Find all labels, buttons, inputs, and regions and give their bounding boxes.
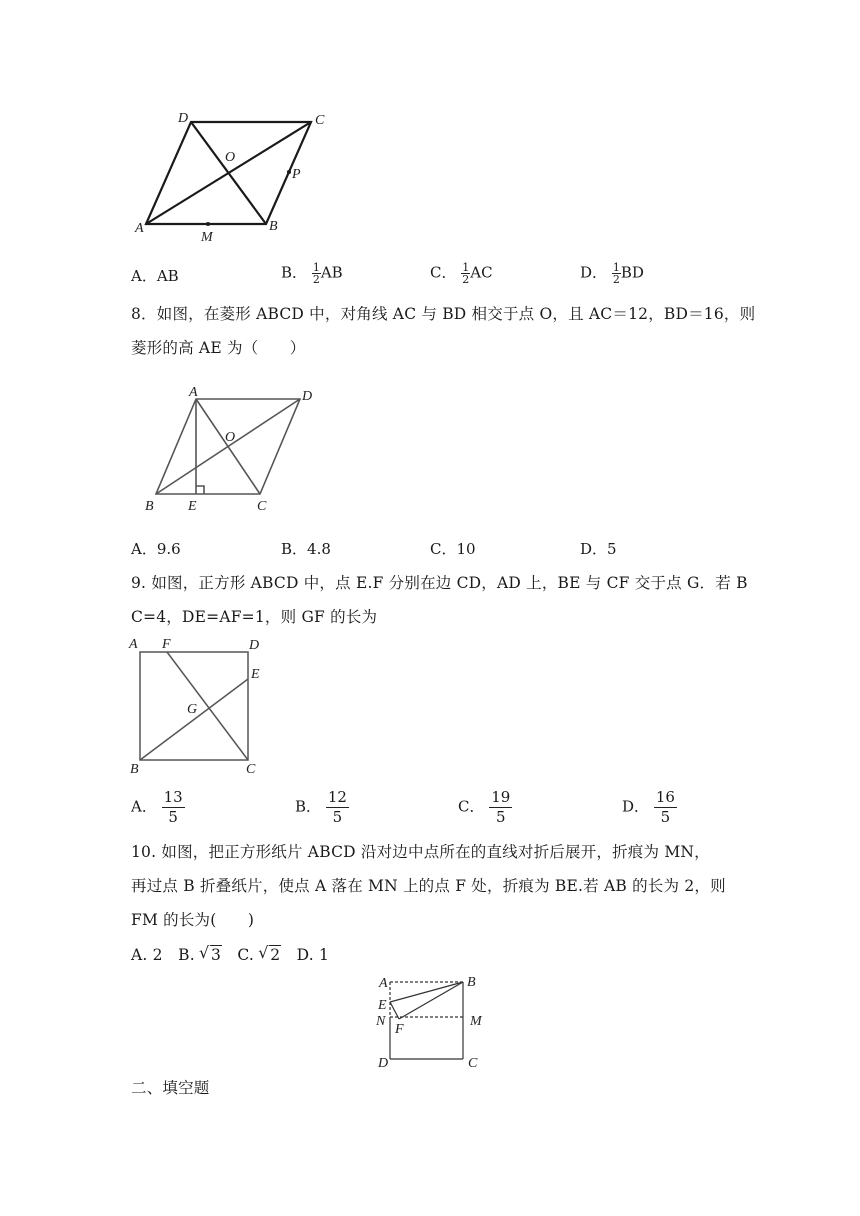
label-f: F [162, 637, 171, 652]
label-c: C [315, 113, 325, 128]
fraction: $\frac{1}{2}$ [612, 261, 620, 286]
q10-option-b-letter: B. [178, 946, 195, 964]
q10-option-d: D. 1 [296, 946, 330, 964]
label-o: O [225, 150, 236, 165]
label-b: B [269, 219, 278, 234]
figure-square-bg-cf [126, 634, 276, 779]
label-d: D [302, 389, 313, 404]
label-b: B [145, 499, 154, 514]
q8-text-line2: 菱形的高 AE 为（ ） [131, 339, 306, 357]
sqrt: √ 3 [200, 944, 222, 966]
q8-text-line1: 8．如图，在菱形 ABCD 中，对角线 AC 与 BD 相交于点 O，且 AC＝12，BD＝16，则 [131, 305, 756, 323]
label-o: O [225, 430, 236, 445]
label-c: C [468, 1056, 478, 1071]
q7-option-d: D． $\frac{1}{2}$ BD [580, 261, 644, 286]
figure-rhombus-abcd-p [128, 100, 348, 250]
section-heading: 二、填空题 [131, 1079, 210, 1097]
label-d: D [178, 111, 189, 126]
label-m: M [470, 1014, 482, 1029]
q10-options [131, 944, 329, 966]
label-a: A [189, 385, 198, 400]
q9-option-b: B． $\frac{12}{5}$ [295, 788, 347, 826]
fraction: $\frac{1}{2}$ [312, 261, 320, 286]
q10-text-line1: 10. 如图，把正方形纸片 ABCD 沿对边中点所在的直线对折后展开，折痕为 MN， [131, 843, 710, 861]
label-a: A [379, 976, 388, 991]
label-e: E [188, 499, 197, 514]
label-c: C [246, 762, 256, 777]
q7-option-c: C． $\frac{1}{2}$ AC [430, 261, 493, 286]
label-b: B [130, 762, 139, 777]
sqrt: √ 2 [259, 944, 281, 966]
q9-option-d: D． $\frac{16}{5}$ [622, 788, 675, 826]
q8-option-b: B．4.8 [281, 540, 331, 558]
q9-option-c: C． $\frac{19}{5}$ [458, 788, 511, 826]
label-a: A [135, 221, 144, 236]
q8-option-d: D．5 [580, 540, 617, 558]
label-p: P [292, 167, 301, 182]
q7-option-b: B． $\frac{1}{2}$ AB [281, 261, 343, 286]
figure-folded-square [370, 972, 500, 1072]
label-e: E [251, 667, 260, 682]
q9-option-a: A． $\frac{13}{5}$ [131, 788, 183, 826]
label-d: D [378, 1056, 389, 1071]
label-c: C [257, 499, 267, 514]
q8-option-c: C．10 [430, 540, 476, 558]
q10-option-a: A. 2 [131, 946, 163, 964]
label-d: D [249, 638, 260, 653]
q7-option-a: A．AB [131, 267, 179, 285]
label-n: N [376, 1014, 386, 1029]
q10-option-c-letter: C. [237, 946, 255, 964]
label-g: G [187, 702, 198, 717]
label-f: F [395, 1022, 404, 1037]
q9-text-line1: 9. 如图，正方形 ABCD 中，点 E.F 分别在边 CD，AD 上，BE 与 CF 交于点 G．若 B [131, 574, 748, 592]
fraction: $\frac{1}{2}$ [462, 261, 470, 286]
label-m: M [201, 230, 213, 245]
q9-text-line2: C=4，DE=AF=1，则 GF 的长为 [131, 608, 378, 626]
q10-text-line2: 再过点 B 折叠纸片，使点 A 落在 MN 上的点 F 处，折痕为 BE.若 AB 的长为 2，则 [131, 877, 726, 895]
label-b: B [467, 975, 476, 990]
label-a: A [129, 637, 138, 652]
q10-text-line3: FM 的长为( ) [131, 911, 255, 929]
figure-rhombus-height-ae [136, 380, 336, 520]
label-e: E [378, 998, 387, 1013]
q8-option-a: A．9.6 [131, 540, 181, 558]
